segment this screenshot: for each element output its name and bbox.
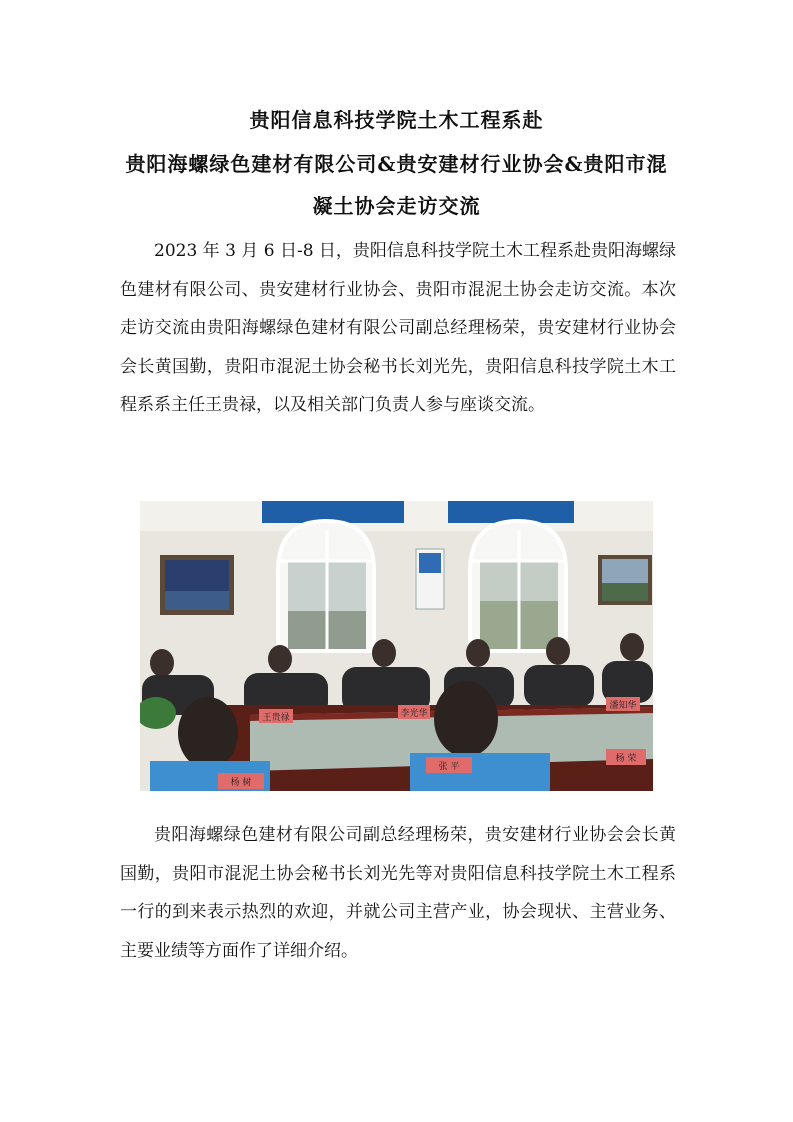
title-line-1: 贵阳信息科技学院土木工程系赴 bbox=[249, 108, 544, 132]
title-line-3: 凝土协会走访交流 bbox=[312, 194, 481, 218]
window-right bbox=[470, 521, 566, 651]
nameplate-3 bbox=[606, 697, 640, 711]
nameplate-4 bbox=[426, 757, 472, 773]
nameplate-5 bbox=[606, 749, 646, 765]
framed-picture-left bbox=[160, 555, 234, 615]
meeting-photo bbox=[140, 501, 653, 791]
svg-text:杨 树: 杨 树 bbox=[230, 778, 252, 788]
svg-text:杨 荣: 杨 荣 bbox=[615, 754, 637, 764]
framed-picture-right bbox=[598, 555, 652, 605]
intro-paragraph: 2023 年 3 月 6 日-8 日，贵阳信息科技学院土木工程系赴贵阳海螺绿色建材有限公司、贵安建材行业协会、贵阳市混泥土协会走访交流。本次走访交流由贵阳海螺绿色建材有限公司副总经理杨荣，贵安建材行业协会会长黄国勤，贵阳市混泥土协会秘书长刘光先，贵阳信息科技学院土木工程系系主任王贵禄，以及相关部门负责人参与座谈交流。 bbox=[120, 241, 676, 416]
svg-text:潘知华: 潘知华 bbox=[609, 701, 637, 711]
svg-text:王贵禄: 王贵禄 bbox=[262, 713, 290, 723]
welcome-paragraph: 贵阳海螺绿色建材有限公司副总经理杨荣，贵安建材行业协会会长黄国勤，贵阳市混泥土协会秘书长刘光先等对贵阳信息科技学院土木工程系一行的到来表示热烈的欢迎，并就公司主营产业，协会现状、主营业务、主要业绩等方面作了详细介绍。 bbox=[120, 825, 676, 961]
nameplate-6 bbox=[218, 773, 264, 789]
svg-text:李光华: 李光华 bbox=[400, 709, 428, 719]
window-left bbox=[278, 521, 374, 651]
svg-text:张 平: 张 平 bbox=[438, 762, 460, 772]
nameplate-2 bbox=[398, 705, 430, 719]
nameplate-1 bbox=[259, 709, 293, 723]
title-line-2: 贵阳海螺绿色建材有限公司&贵安建材行业协会&贵阳市混 bbox=[125, 152, 668, 176]
